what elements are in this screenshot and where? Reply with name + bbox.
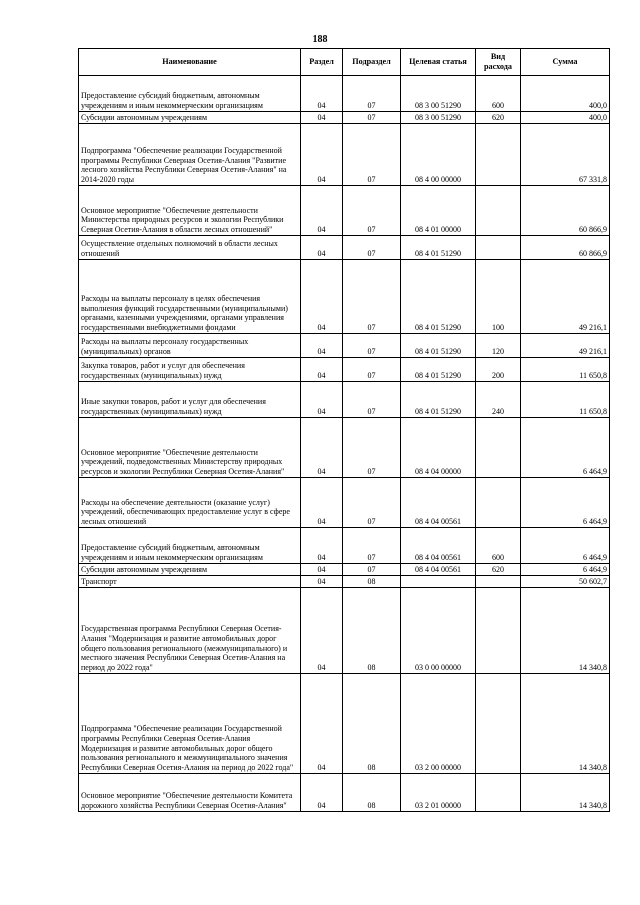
row-subsection-cell: 07 bbox=[343, 528, 401, 564]
row-expense-type-cell: 200 bbox=[476, 358, 521, 382]
table-row bbox=[79, 236, 610, 260]
row-sum-cell: 14 340,8 bbox=[521, 674, 610, 774]
table-row bbox=[79, 478, 610, 528]
row-sum-cell: 14 340,8 bbox=[521, 774, 610, 812]
row-sum-cell: 50 602,7 bbox=[521, 576, 610, 588]
row-name-cell: Основное мероприятие "Обеспечение деятельности Комитета дорожного хозяйства Республики Северная Осетия-Алания" bbox=[79, 774, 301, 812]
page-number: 188 bbox=[312, 34, 328, 45]
row-expense-type-cell bbox=[476, 418, 521, 478]
row-section-cell: 04 bbox=[301, 528, 343, 564]
row-section-cell: 04 bbox=[301, 236, 343, 260]
row-subsection-cell: 07 bbox=[343, 564, 401, 576]
row-name-cell: Иные закупки товаров, работ и услуг для обеспечения государственных (муниципальных) нужд bbox=[79, 382, 301, 418]
row-sum-cell: 67 331,8 bbox=[521, 124, 610, 186]
row-subsection-cell: 07 bbox=[343, 112, 401, 124]
table-row bbox=[79, 124, 610, 186]
row-subsection-cell: 08 bbox=[343, 588, 401, 674]
table-row bbox=[79, 528, 610, 564]
row-section-cell: 04 bbox=[301, 334, 343, 358]
table-row bbox=[79, 564, 610, 576]
row-target-cell: 03 2 01 00000 bbox=[401, 774, 476, 812]
header-target: Целевая статья bbox=[401, 49, 476, 76]
table-row bbox=[79, 588, 610, 674]
row-expense-type-cell bbox=[476, 674, 521, 774]
row-sum-cell: 11 650,8 bbox=[521, 358, 610, 382]
row-section-cell: 04 bbox=[301, 186, 343, 236]
row-sum-cell: 60 866,9 bbox=[521, 236, 610, 260]
row-name-cell: Основное мероприятие "Обеспечение деятельности Министерства природных ресурсов и экологии Республики Северная Осетия-Алания в области лесных отношений" bbox=[79, 186, 301, 236]
row-sum-cell: 60 866,9 bbox=[521, 186, 610, 236]
row-section-cell: 04 bbox=[301, 478, 343, 528]
table-row bbox=[79, 576, 610, 588]
row-section-cell: 04 bbox=[301, 112, 343, 124]
row-expense-type-cell: 600 bbox=[476, 76, 521, 112]
row-expense-type-cell bbox=[476, 478, 521, 528]
budget-table bbox=[78, 48, 610, 812]
row-subsection-cell: 08 bbox=[343, 774, 401, 812]
row-expense-type-cell bbox=[476, 186, 521, 236]
row-sum-cell: 49 216,1 bbox=[521, 260, 610, 334]
row-expense-type-cell: 620 bbox=[476, 112, 521, 124]
row-subsection-cell: 07 bbox=[343, 334, 401, 358]
row-sum-cell: 49 216,1 bbox=[521, 334, 610, 358]
row-target-cell: 08 3 00 51290 bbox=[401, 112, 476, 124]
row-sum-cell: 6 464,9 bbox=[521, 528, 610, 564]
row-expense-type-cell bbox=[476, 774, 521, 812]
row-section-cell: 04 bbox=[301, 588, 343, 674]
row-target-cell: 08 4 01 51290 bbox=[401, 334, 476, 358]
row-sum-cell: 6 464,9 bbox=[521, 564, 610, 576]
row-section-cell: 04 bbox=[301, 382, 343, 418]
row-sum-cell: 400,0 bbox=[521, 76, 610, 112]
row-target-cell: 08 4 01 51290 bbox=[401, 260, 476, 334]
row-sum-cell: 6 464,9 bbox=[521, 478, 610, 528]
row-name-cell: Основное мероприятие "Обеспечение деятельности учреждений, подведомственных Министерству природных ресурсов и экологии Республики Северная Осетия-Алания" bbox=[79, 418, 301, 478]
table-row bbox=[79, 382, 610, 418]
row-section-cell: 04 bbox=[301, 358, 343, 382]
row-name-cell: Осуществление отдельных полномочий в области лесных отношений bbox=[79, 236, 301, 260]
row-name-cell: Расходы на выплаты персоналу государственных (муниципальных) органов bbox=[79, 334, 301, 358]
row-expense-type-cell: 620 bbox=[476, 564, 521, 576]
row-section-cell: 04 bbox=[301, 576, 343, 588]
row-target-cell: 08 4 04 00561 bbox=[401, 528, 476, 564]
table-row bbox=[79, 76, 610, 112]
row-target-cell: 08 4 01 51290 bbox=[401, 236, 476, 260]
table-row bbox=[79, 358, 610, 382]
row-name-cell: Подпрограмма "Обеспечение реализации Государственной программы Республики Северная Осетия-Алания Модернизация и развитие автомобильных дорог общего пользования регионального и межмуниципального значения Республики Северная Осетия-Алания на период до 2022 года" bbox=[79, 674, 301, 774]
row-expense-type-cell: 600 bbox=[476, 528, 521, 564]
row-name-cell: Подпрограмма "Обеспечение реализации Государственной программы Республики Северная Осетия-Алания "Развитие лесного хозяйства Республики Северная Осетия-Алания" на 2014-2020 годы bbox=[79, 124, 301, 186]
header-expense-type: Вид расхода bbox=[476, 49, 521, 76]
row-section-cell: 04 bbox=[301, 124, 343, 186]
table-row bbox=[79, 418, 610, 478]
row-expense-type-cell bbox=[476, 124, 521, 186]
row-subsection-cell: 07 bbox=[343, 478, 401, 528]
row-name-cell: Государственная программа Республики Северная Осетия-Алания "Модернизация и развитие автомобильных дорог общего пользования регионального (межмуниципального) и местного значения Республики Северная Осетия-Алания на период до 2022 года" bbox=[79, 588, 301, 674]
row-subsection-cell: 07 bbox=[343, 260, 401, 334]
row-subsection-cell: 07 bbox=[343, 236, 401, 260]
row-sum-cell: 400,0 bbox=[521, 112, 610, 124]
table-row bbox=[79, 674, 610, 774]
row-section-cell: 04 bbox=[301, 260, 343, 334]
table-row bbox=[79, 260, 610, 334]
row-subsection-cell: 07 bbox=[343, 382, 401, 418]
header-section: Раздел bbox=[301, 49, 343, 76]
row-target-cell: 08 4 01 00000 bbox=[401, 186, 476, 236]
row-subsection-cell: 08 bbox=[343, 674, 401, 774]
row-target-cell: 08 4 04 00000 bbox=[401, 418, 476, 478]
row-subsection-cell: 07 bbox=[343, 358, 401, 382]
row-subsection-cell: 07 bbox=[343, 186, 401, 236]
row-expense-type-cell bbox=[476, 576, 521, 588]
table-row bbox=[79, 774, 610, 812]
table-body bbox=[79, 76, 610, 812]
row-name-cell: Субсидии автономным учреждениям bbox=[79, 112, 301, 124]
row-section-cell: 04 bbox=[301, 418, 343, 478]
row-name-cell: Предоставление субсидий бюджетным, автономным учреждениям и иным некоммерческим организациям bbox=[79, 76, 301, 112]
row-target-cell: 03 2 00 00000 bbox=[401, 674, 476, 774]
header-sum: Сумма bbox=[521, 49, 610, 76]
row-target-cell bbox=[401, 576, 476, 588]
header-subsection: Подраздел bbox=[343, 49, 401, 76]
row-subsection-cell: 07 bbox=[343, 418, 401, 478]
row-expense-type-cell: 100 bbox=[476, 260, 521, 334]
row-name-cell: Закупка товаров, работ и услуг для обеспечения государственных (муниципальных) нужд bbox=[79, 358, 301, 382]
table-row bbox=[79, 112, 610, 124]
row-expense-type-cell bbox=[476, 588, 521, 674]
row-name-cell: Транспорт bbox=[79, 576, 301, 588]
row-expense-type-cell bbox=[476, 236, 521, 260]
row-name-cell: Субсидии автономным учреждениям bbox=[79, 564, 301, 576]
row-target-cell: 08 4 01 51290 bbox=[401, 382, 476, 418]
row-sum-cell: 14 340,8 bbox=[521, 588, 610, 674]
row-expense-type-cell: 240 bbox=[476, 382, 521, 418]
row-target-cell: 03 0 00 00000 bbox=[401, 588, 476, 674]
row-subsection-cell: 07 bbox=[343, 76, 401, 112]
row-target-cell: 08 3 00 51290 bbox=[401, 76, 476, 112]
row-section-cell: 04 bbox=[301, 674, 343, 774]
row-target-cell: 08 4 04 00561 bbox=[401, 478, 476, 528]
row-target-cell: 08 4 00 00000 bbox=[401, 124, 476, 186]
table-header-row bbox=[79, 49, 610, 76]
row-sum-cell: 11 650,8 bbox=[521, 382, 610, 418]
row-expense-type-cell: 120 bbox=[476, 334, 521, 358]
row-target-cell: 08 4 04 00561 bbox=[401, 564, 476, 576]
row-name-cell: Расходы на выплаты персоналу в целях обеспечения выполнения функций государственными (муниципальными) органами, казенными учреждениями, органами управления государственными внебюджетными фондами bbox=[79, 260, 301, 334]
row-subsection-cell: 08 bbox=[343, 576, 401, 588]
row-section-cell: 04 bbox=[301, 774, 343, 812]
row-sum-cell: 6 464,9 bbox=[521, 418, 610, 478]
header-name: Наименование bbox=[79, 49, 301, 76]
row-name-cell: Предоставление субсидий бюджетным, автономным учреждениям и иным некоммерческим организациям bbox=[79, 528, 301, 564]
row-subsection-cell: 07 bbox=[343, 124, 401, 186]
row-section-cell: 04 bbox=[301, 76, 343, 112]
row-section-cell: 04 bbox=[301, 564, 343, 576]
table-row bbox=[79, 334, 610, 358]
table-row bbox=[79, 186, 610, 236]
row-target-cell: 08 4 01 51290 bbox=[401, 358, 476, 382]
row-name-cell: Расходы на обеспечение деятельности (оказание услуг) учреждений, обеспечивающих предоставление услуг в сфере лесных отношений bbox=[79, 478, 301, 528]
